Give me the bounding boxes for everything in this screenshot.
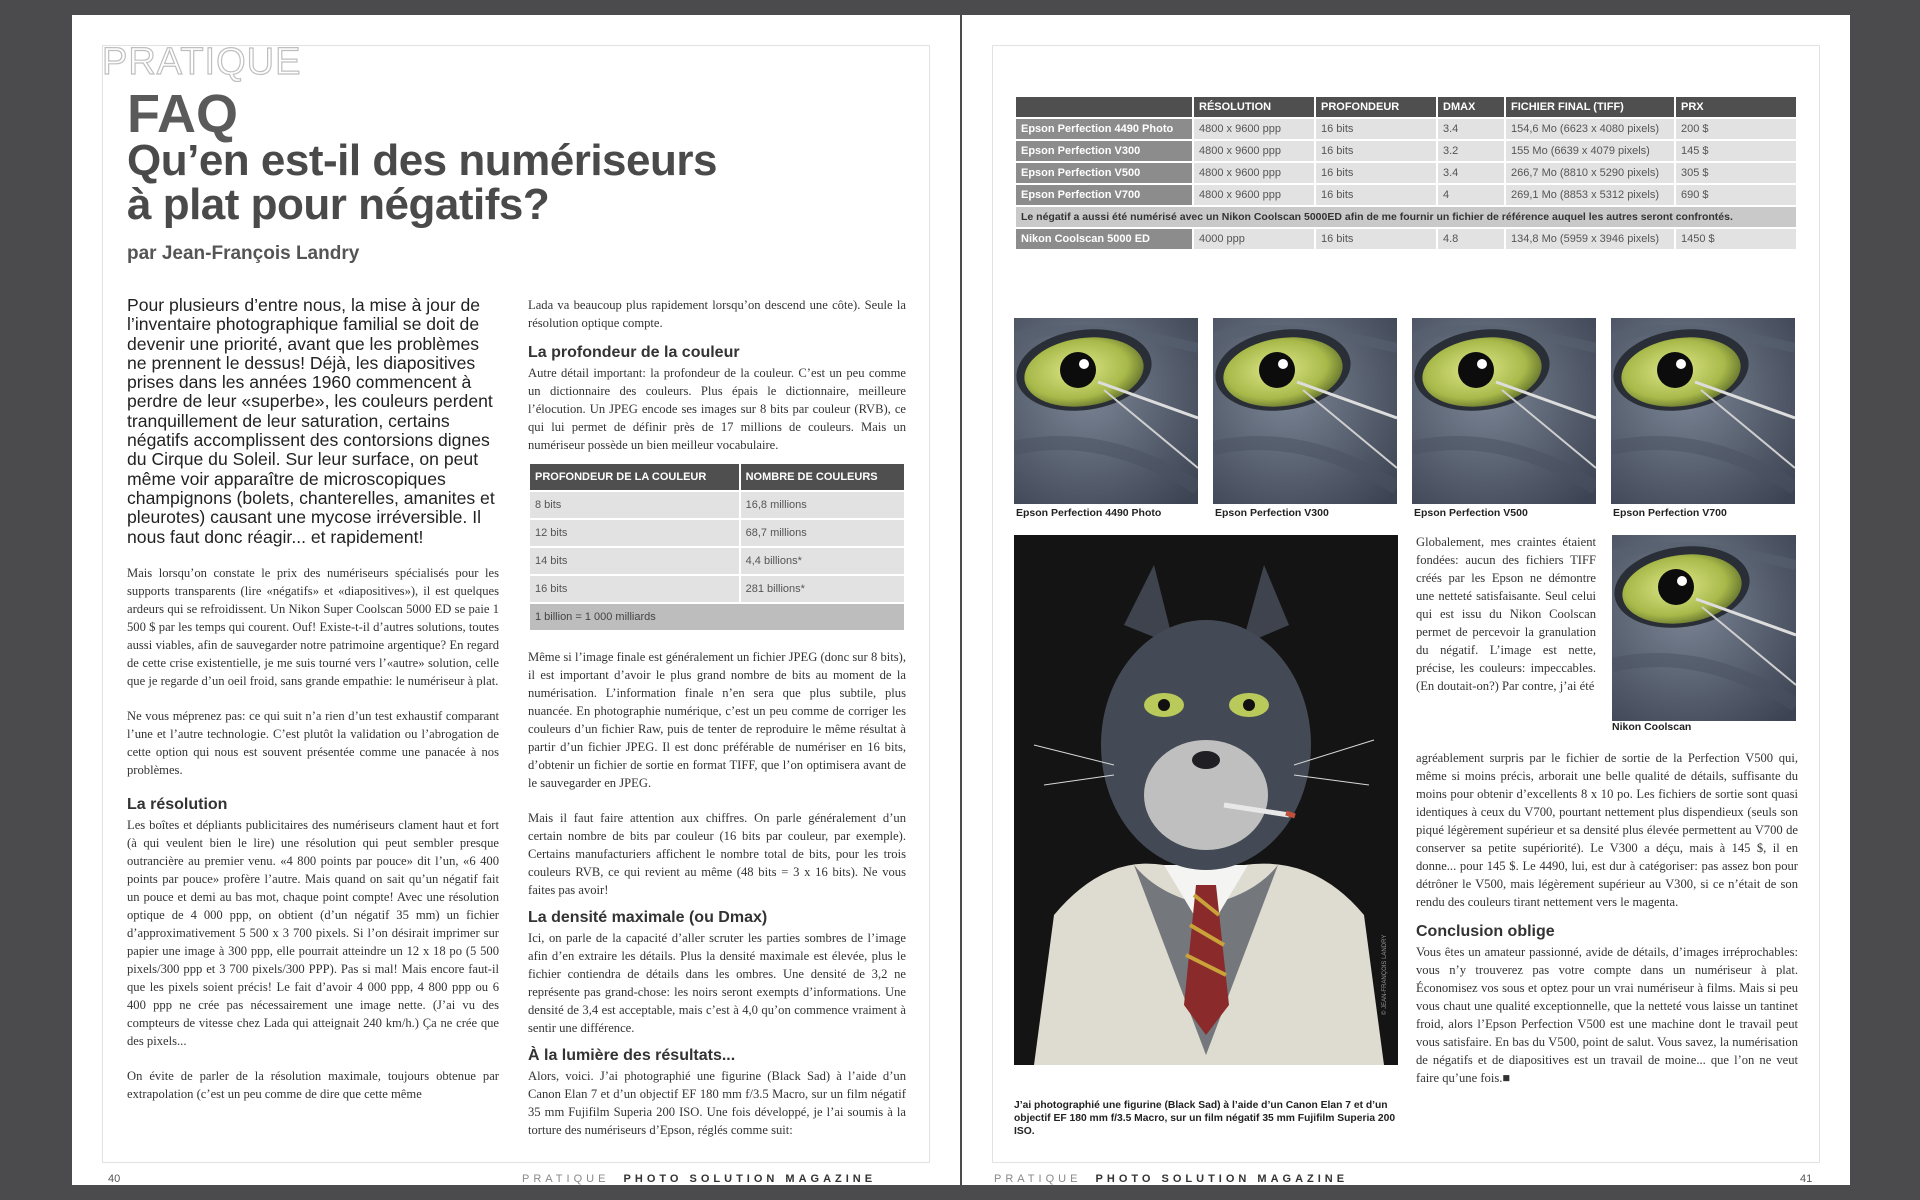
crop-image-4490 — [1014, 318, 1198, 504]
table-cell: 14 bits — [530, 548, 739, 574]
crop-caption: Epson Perfection V500 — [1414, 507, 1528, 519]
table-cell: 4000 ppp — [1194, 229, 1314, 249]
body-paragraph: Mais il faut faire attention aux chiffres. On parle généralement d’un certain nombre de bits par couleur (16 bits par couleur, par exemple). Certains manufacturiers affichent le nombre total de bits, pour les trois couleurs RVB, ce qui revient au même (48 bits = 3 x 16 bits). Ne vous faites pas avoir! — [528, 811, 906, 897]
crop-image-v500 — [1412, 318, 1596, 504]
body-paragraph — [1416, 943, 1798, 1087]
table-cell: 68,7 millions — [741, 520, 904, 546]
body-paragraph: Alors, voici. J’ai photographié une figurine (Black Sad) à l’aide d’un Canon Elan 7 et d’un objectif EF 180 mm f/3.5 Macro, sur un film négatif 35 mm Fujifilm Superia 200 ISO. Une fois développé, je l’ai soumis à la torture des numériseurs d’Epson, réglés comme suit: — [528, 1069, 906, 1137]
table-note-row — [1016, 207, 1796, 227]
table-row — [1016, 185, 1796, 205]
crop-caption: Epson Perfection V300 — [1215, 507, 1329, 519]
table-row-label: Epson Perfection V500 — [1016, 163, 1192, 183]
footer-section: PRATIQUE — [994, 1173, 1082, 1185]
body-paragraph: agréablement surpris par le fichier de sortie de la Perfection V500 qui, même si moins précis, arborait une belle qualité de détails, suffisante du moins pour obtenir d’excellents 8 x 10 po. Les fichiers de sortie sont quasi identiques à ceux du V700, pourtant nettement plus dispendieux (seuls son piqué légèrement supérieur et sa densité plus élevée permettent au V700 de conserver sa petite supériorité). Le V300 a déçu, mais à 145 $, il en donne... pour 145 $. Le 4490, lui, est dur à catégoriser: pas assez bon pour détrôner le V500, mais légèrement supérieur au V300, si ce n’était de son rendu des couleurs tirant nettement vers le magenta. — [1416, 751, 1798, 909]
section-tag: PRATIQUE — [102, 41, 302, 83]
table-row — [530, 576, 904, 602]
conclusion-text: Vous êtes un amateur passionné, avide de détails, d’images irréprochables: vous n’y trouverez pas votre compte dans un numériseur à plat. Économisez vos sous et optez pour un vrai numériseur à films. Mais si peu vous chaut une qualité exceptionnelle, que la netteté vous laisse un tantinet froid, alors l’Epson Perfection V500 est une machine dont le travail peut vous satisfaire. En bas du V500, point de salut. Vous savez, la numérisation de négatifs et de diapositives est un travail de moine... que l’on ne veut faire qu’une fois. — [1416, 945, 1798, 1085]
table-footnote-row — [530, 604, 904, 630]
faq-label: FAQ — [127, 84, 239, 144]
left-page — [72, 15, 960, 1185]
table-cell: 145 $ — [1676, 141, 1796, 161]
table-cell: 3.4 — [1438, 119, 1504, 139]
table-cell: 16 bits — [530, 576, 739, 602]
table-cell: 4800 x 9600 ppp — [1194, 163, 1314, 183]
table-row-label: Nikon Coolscan 5000 ED — [1016, 229, 1192, 249]
page-number: 40 — [108, 1173, 121, 1185]
table-header — [1016, 97, 1192, 117]
table-row — [530, 548, 904, 574]
heading-resolution: La résolution — [127, 795, 228, 813]
table-cell: 16 bits — [1316, 119, 1436, 139]
table-cell: 16 bits — [1316, 163, 1436, 183]
crop-image-v300 — [1213, 318, 1397, 504]
table-footnote: 1 billion = 1 000 milliards — [530, 604, 904, 630]
scanner-comparison-table — [1014, 95, 1798, 251]
crop-caption: Nikon Coolscan — [1612, 721, 1692, 733]
table-cell: 8 bits — [530, 492, 739, 518]
table-cell: 1450 $ — [1676, 229, 1796, 249]
heading-conclusion: Conclusion oblige — [1416, 923, 1555, 940]
table-header: DMAX — [1438, 97, 1504, 117]
title-line-1: Qu’en est-il des numériseurs — [127, 136, 717, 185]
table-cell: 266,7 Mo (8810 x 5290 pixels) — [1506, 163, 1674, 183]
table-row — [1016, 229, 1796, 249]
heading-color-depth: La profondeur de la couleur — [528, 344, 740, 361]
table-cell: 3.2 — [1438, 141, 1504, 161]
table-cell: 200 $ — [1676, 119, 1796, 139]
column-2 — [528, 296, 906, 1156]
table-row — [530, 520, 904, 546]
table-cell: 690 $ — [1676, 185, 1796, 205]
body-paragraph: Ici, on parle de la capacité d’aller scruter les parties sombres de l’image afin d’en extraire les détails. Plus la densité maximale est élevée, plus le fichier contiendra de détails dans les ombres. Une densité de 3,2 ne représente pas grand-chose: les noirs seront exempts d’informations. Une densité de 3,4 est acceptable, mais c’est à 4,0 qu’on commence vraiment à sentir une différence. — [528, 931, 906, 1035]
table-header: PROFONDEUR DE LA COULEUR — [530, 464, 739, 490]
table-cell: 4800 x 9600 ppp — [1194, 119, 1314, 139]
body-paragraph: On évite de parler de la résolution maximale, toujours obtenue par extrapolation (c’est un peu comme de dire que cette même — [127, 1068, 499, 1101]
body-paragraph: Autre détail important: la profondeur de la couleur. C’est un peu comme un dictionnaire des couleurs. Plus épais le dictionnaire, meilleure l’élocution. Un JPEG encode ses images sur 8 bits par couleur (RVB), ce qui lui permet de définir près de 17 millions de couleurs. Mais un numériseur possède un bien meilleur vocabulaire. — [528, 366, 906, 452]
table-cell: 155 Mo (6639 x 4079 pixels) — [1506, 141, 1674, 161]
crop-caption: Epson Perfection 4490 Photo — [1016, 507, 1162, 519]
table-cell: 16 bits — [1316, 141, 1436, 161]
intro-paragraph: Pour plusieurs d’entre nous, la mise à jour de l’inventaire photographique familial se doit de devenir une priorité, avant que les problèmes ne prennent le dessus! Déjà, les diapositives prises dans les années 1960 commencent à perdre de leur «superbe», les couleurs perdent tranquillement de leur saturation, certains négatifs accomplissent des contorsions dignes du Cirque du Soleil. Sur leur surface, on peut même voir apparaître de microscopiques champignons (bolets, chanterelles, amanites et pleurotes) causant une mycose irréversible. Il nous faut donc réagir... et rapidement! — [127, 295, 495, 547]
body-paragraph: Globalement, mes craintes étaient fondées: aucun des fichiers TIFF créés par les Epson ne démontre une netteté satisfaisante. Seul celui qui est issu du Nikon Coolscan permet de percevoir la granulation du négatif. L’image est nette, précise, les couleurs: impeccables. (En doutait-on?) Par contre, j’ai été — [1416, 535, 1596, 693]
table-cell: 134,8 Mo (5959 x 3946 pixels) — [1506, 229, 1674, 249]
table-header: PROFONDEUR — [1316, 97, 1436, 117]
crop-image-nikon — [1612, 535, 1796, 721]
table-row-label: Epson Perfection V300 — [1016, 141, 1192, 161]
table-cell: 3.4 — [1438, 163, 1504, 183]
table-row — [1016, 163, 1796, 183]
table-cell: 305 $ — [1676, 163, 1796, 183]
table-cell: 4800 x 9600 ppp — [1194, 185, 1314, 205]
heading-dmax: La densité maximale (ou Dmax) — [528, 909, 768, 926]
article-title — [127, 136, 767, 229]
table-row — [530, 492, 904, 518]
table-row-label: Epson Perfection V700 — [1016, 185, 1192, 205]
table-cell: 16,8 millions — [741, 492, 904, 518]
crop-image-v700 — [1611, 318, 1795, 504]
page-number: 41 — [1800, 1173, 1813, 1185]
table-cell: 4.8 — [1438, 229, 1504, 249]
table-cell: 4 — [1438, 185, 1504, 205]
table-header: PRX — [1676, 97, 1796, 117]
main-column — [1416, 749, 1798, 1104]
table-row — [1016, 119, 1796, 139]
byline: par Jean-François Landry — [127, 243, 360, 264]
table-note: Le négatif a aussi été numérisé avec un Nikon Coolscan 5000ED afin de me fournir un fichier de référence auquel les autres seront confrontés. — [1016, 207, 1796, 227]
footer-magazine: PHOTO SOLUTION MAGAZINE — [623, 1173, 877, 1185]
table-cell: 4,4 billions* — [741, 548, 904, 574]
body-paragraph: Mais lorsqu’on constate le prix des numériseurs spécialisés pour les supports transparents (lire «négatifs» et «diapositives»), il est quelques ardeurs qui se refroidissent. Un Nikon Super Coolscan 5000 ED se paie 1 500 $ par les temps qui courent. Ouf! Existe-t-il d’autres solutions, toutes aussi viables, afin de sauvegarder notre patrimoine argentique? En regard de cette crise existentielle, je me suis tourné vers l’«autre» solution, celle que je regarde d’un oeil froid, sans grande empathie: le numériseur à plat. — [127, 565, 499, 688]
table-cell: 12 bits — [530, 520, 739, 546]
heading-results: À la lumière des résultats... — [528, 1047, 736, 1064]
footer-section: PRATIQUE — [522, 1173, 610, 1185]
body-paragraph: Les boîtes et dépliants publicitaires des numériseurs clament haut et fort (à qui veulent bien le lire) une résolution qui peut sembler presque outrancière au premier venu. «4 800 points par pouce» dit l’un, «6 400 points par pouce» profère l’autre. Mais quand on sait qu’un négatif fait un pouce et demi au bas mot, chaque point compte! Avec une résolution optique de 4 000 ppp, on obtient (d’un négatif 35 mm) un fichier d’approximativement 5 500 x 3 700 pixels. Si l’on désirait imprimer sur papier une image à 300 ppp, elle pourrait atteindre un 12 x 18 po (5 500 pixels/300 ppp et 3 700 pixels/300 PPP). Pas si mal! Mais encore faut-il que les pixels soient précis! Le fait d’avoir 4 000 ppp, 4 800 ppp ou 6 400 ppp ne crée pas nécessairement une image nette. (J’ai vu des compteurs de vitesse chez Lada qui atteignait 240 km/h.) Ça ne crée que des pixels... — [127, 817, 499, 1048]
table-cell: 154,6 Mo (6623 x 4080 pixels) — [1506, 119, 1674, 139]
column-1 — [127, 296, 499, 1120]
figurine-photo — [1014, 535, 1398, 1065]
table-row-label: Epson Perfection 4490 Photo — [1016, 119, 1192, 139]
right-page — [962, 15, 1850, 1185]
table-header: FICHIER FINAL (TIFF) — [1506, 97, 1674, 117]
scanner-table-wrap — [1014, 95, 1798, 251]
photo-credit: © JEAN-FRANÇOIS LANDRY — [1382, 934, 1388, 1015]
table-header: RÉSOLUTION — [1194, 97, 1314, 117]
body-paragraph: Lada va beaucoup plus rapidement lorsqu’on descend une côte). Seule la résolution optique compte. — [528, 298, 906, 330]
side-column — [1416, 533, 1596, 695]
table-cell: 16 bits — [1316, 229, 1436, 249]
body-paragraph: Même si l’image finale est généralement un fichier JPEG (donc sur 8 bits), il est important d’avoir le plus grand nombre de bits au moment de la numérisation. L’information finale n’en sera que plus subtile, plus nuancée. En photographie numérique, c’est un peu comme de corriger les couleurs d’un fichier Raw, puis de tenter de reproduire le même résultat à partir d’un fichier JPEG. Il est donc préférable de numériser en 16 bits, d’obtenir un fichier de sortie en format TIFF, que l’on optimisera avant de le sauvegarder en JPEG. — [528, 650, 906, 790]
crop-caption: Epson Perfection V700 — [1613, 507, 1727, 519]
table-cell: 269,1 Mo (8853 x 5312 pixels) — [1506, 185, 1674, 205]
magazine-footer — [994, 1173, 1348, 1185]
table-cell: 4800 x 9600 ppp — [1194, 141, 1314, 161]
table-cell: 16 bits — [1316, 185, 1436, 205]
photo-caption: J’ai photographié une figurine (Black Sad) à l’aide d’un Canon Elan 7 et d’un objectif EF 180 mm f/3.5 Macro, sur un film négatif 35 mm Fujifilm Superia 200 ISO. — [1014, 1100, 1396, 1137]
title-line-2: à plat pour négatifs? — [127, 180, 550, 229]
table-cell: 281 billions* — [741, 576, 904, 602]
table-row — [1016, 141, 1796, 161]
table-header: NOMBRE DE COULEURS — [741, 464, 904, 490]
color-depth-table — [528, 462, 906, 632]
end-mark: ■ — [1502, 1071, 1510, 1085]
magazine-footer — [522, 1173, 876, 1185]
footer-magazine: PHOTO SOLUTION MAGAZINE — [1095, 1173, 1349, 1185]
body-paragraph: Ne vous méprenez pas: ce qui suit n’a rien d’un test exhaustif comparant l’une et l’autre technologie. C’est plutôt la validation ou l’abrogation de cette option qui nous est souvent présentée comme une panacée à nos problèmes. — [127, 708, 499, 777]
